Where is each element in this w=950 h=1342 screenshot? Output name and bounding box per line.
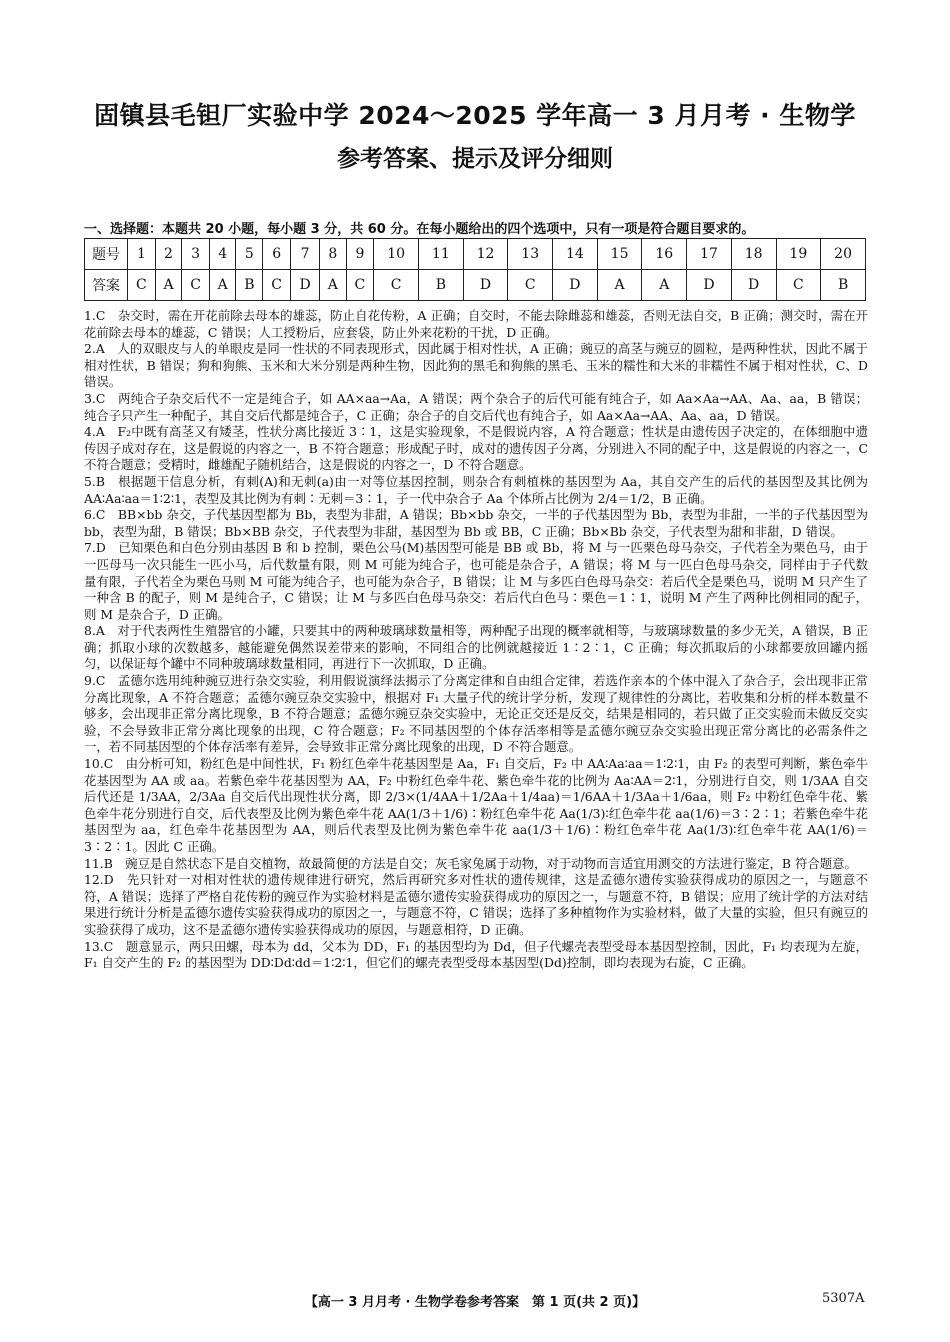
answer-table-answer-row [85,270,866,301]
question-number: 10 [374,239,419,270]
question-number: 20 [821,239,866,270]
question-number: 1 [128,239,156,270]
answer-cell: B [821,270,866,301]
answer-cell: D [731,270,776,301]
answer-cell: D [291,270,320,301]
question-number: 11 [419,239,464,270]
explanation-1: 1.C 杂交时，需在开花前除去母本的雄蕊，防止自花传粉，A 正确；自交时，不能去除雌蕊和雄蕊，否则无法自交，B 正确；测交时，需在开花前除去母本的雄蕊，C 错误；人工授粉后，应套袋，防止外来花粉的干扰，D 正确。 [84,308,868,340]
document-code: 5307A [822,1291,865,1306]
question-number: 8 [320,239,346,270]
question-number: 5 [236,239,263,270]
question-number: 7 [291,239,320,270]
question-number: 2 [155,239,181,270]
row-label: 答案 [85,270,128,301]
answer-cell: A [320,270,346,301]
answer-cell: C [374,270,419,301]
question-number: 19 [776,239,821,270]
answer-cell: D [687,270,732,301]
answer-cell: A [155,270,181,301]
explanation-5: 5.B 根据题干信息分析，有刺(A)和无刺(a)由一对等位基因控制，则杂合有刺植株的基因型为 Aa，其自交产生的后代的基因型及其比例为 AA∶Aa∶aa＝1∶2∶1，表型及其比例为有刺∶无刺＝3∶1，子一代中杂合子 Aa 个体所占比例为 2/4＝1/2，B 正确。 [84,473,868,506]
page-footer: 【高一 3 月月考 · 生物学卷参考答案 第 1 页(共 2 页)】 [304,1295,646,1310]
answer-cell: B [419,270,464,301]
explanation-7: 7.D 已知栗色和白色分别由基因 B 和 b 控制，栗色公马(M)基因型可能是 BB 或 Bb，将 M 与一匹栗色母马杂交，子代若全为栗色马，由于一匹母马一次只能生一匹小马，后代数量有限，则 M 可能为纯合子，也可能是杂合子，A 错误；将 M 与一匹白色母马杂交，同样由于子代数量有限，子代若全为栗色马则 M 可能为纯合子，也可能为杂合子，B 错误；让 M 与多匹白色母马杂交：若后代全是栗色马，说明 M 只产生了一种含 B 的配子，则 M 是纯合子，C 错误；让 M 与多匹白色母马杂交：若后代白色马∶栗色＝1∶1，说明 M 产生了两种比例相同的配子，则 M 是杂合子，D 正确。 [84,540,868,622]
page-subtitle: 参考答案、提示及评分细则 [337,146,613,172]
question-number: 6 [263,239,291,270]
question-number: 15 [597,239,642,270]
explanation-12: 12.D 先只针对一对相对性状的遗传规律进行研究，然后再研究多对性状的遗传规律，这是孟德尔遗传实验获得成功的原因之一，与题意不符，A 错误；选择了严格自花传粉的豌豆作为实验材料是孟德尔遗传实验获得成功的原因之一，与题意不符，B 错误；应用了统计学的方法对结果进行统计分析是孟德尔遗传实验获得成功的原因之一，与题意不符，C 错误；选择了多种植物作为实验材料，做了大量的实验，但只有豌豆的实验获得了成功，这不是孟德尔遗传实验获得成功的原因，与题意相符，D 正确。 [84,872,868,937]
question-number: 12 [463,239,508,270]
question-number: 3 [182,239,210,270]
explanation-10: 10.C 由分析可知，粉红色是中间性状，F₁ 粉红色牵牛花基因型是 Aa，F₁ 自交后，F₂ 中 AA∶Aa∶aa＝1∶2∶1，由 F₂ 的表型可判断，紫色牵牛花基因型为 AA 或 aa。若紫色牵牛花基因型为 AA，F₂ 中粉红色牵牛花、紫色牵牛花的比例为 Aa∶AA＝2∶1，分别进行自交，则 1/3AA 自交后代还是 1/3AA，2/3Aa 自交后代出现性状分离，即 2/3×(1/4AA＋1/2Aa＋1/4aa)＝1/6AA＋1/3Aa＋1/6aa，则 F₂ 中粉红色牵牛花、紫色牵牛花分别进行自交，后代表型及比例为紫色牵牛花 AA(1/3＋1/6)∶粉红色牵牛花 Aa(1/3)∶红色牵牛花 aa(1/6)＝3∶2∶1；若紫色牵牛花基因型为 aa，红色牵牛花基因型为 AA，则后代表型及比例为紫色牵牛花 aa(1/3＋1/6)∶粉红色牵牛花 Aa(1/3)∶红色牵牛花 AA(1/6)＝3∶2∶1。因此 C 正确。 [84,756,868,854]
explanation-6: 6.C BB×bb 杂交，子代基因型都为 Bb，表型为非甜，A 错误；Bb×bb 杂交，一半的子代基因型为 Bb，表型为非甜，一半的子代基因型为 bb，表型为甜，B 错误；Bb×BB 杂交，子代表型为非甜，基因型为 Bb 或 BB，C 正确；Bb×Bb 杂交，子代表型为甜和非甜，D 错误。 [84,507,868,539]
explanations [84,308,868,972]
answer-cell: D [553,270,598,301]
explanation-9: 9.C 孟德尔选用纯种豌豆进行杂交实验，利用假说演绎法揭示了分离定律和自由组合定律，若选作亲本的个体中混入了杂合子，会出现非正常分离比现象，A 不符合题意；孟德尔豌豆杂交实验中，根据对 F₁ 大量子代的统计学分析，发现了规律性的分离比，若收集和分析的样本数量不够多，会出现非正常分离比现象，B 不符合题意；孟德尔豌豆杂交实验中，无论正交还是反交，结果是相同的，若只做了正交实验而未做反交实验，不会导致非正常分离比现象的出现，C 符合题意；F₂ 不同基因型的个体存活率相等是孟德尔豌豆杂交实验出现正常分离比的必需条件之一，若不同基因型的个体存活率有差异，会导致非正常分离比现象的出现，D 不符合题意。 [84,673,868,755]
question-number: 13 [508,239,553,270]
answer-cell: C [346,270,374,301]
page-title: 固镇县毛钽厂实验中学 2024～2025 学年高一 3 月月考 · 生物学 [94,101,856,130]
answer-cell: C [508,270,553,301]
answer-table [84,238,866,301]
section-heading: 一、选择题：本题共 20 小题，每小题 3 分，共 60 分。在每小题给出的四个选项中，只有一项是符合题目要求的。 [84,222,755,237]
answer-cell: C [263,270,291,301]
row-label: 题号 [85,239,128,270]
answer-cell: C [128,270,156,301]
answer-cell: A [210,270,236,301]
answer-cell: A [642,270,687,301]
explanation-4: 4.A F₂中既有高茎又有矮茎，性状分离比接近 3∶1，这是实验现象，不是假说内容，A 符合题意；性状是由遗传因子决定的，在体细胞中遗传因子成对存在，这是假说的内容之一，B 不符合题意；形成配子时，成对的遗传因子分离，分别进入不同的配子中，这是假说的内容之一，C 不符合题意；受精时，雌雄配子随机结合，这是假说的内容之一，D 不符合题意。 [84,424,868,473]
explanation-3: 3.C 两纯合子杂交后代不一定是纯合子，如 AA×aa→Aa，A 错误；两个杂合子的后代可能有纯合子，如 Aa×Aa→AA、Aa、aa，B 错误；纯合子只产生一种配子，其自交后代都是纯合子，C 正确；杂合子的自交后代也有纯合子，如 Aa×Aa→AA、Aa、aa，D 错误。 [84,390,868,423]
answer-cell: D [463,270,508,301]
explanation-13: 13.C 题意显示，两只田螺，母本为 dd，父本为 DD，F₁ 的基因型均为 Dd，但子代螺壳表型受母本基因型控制，因此，F₁ 均表现为左旋，F₁ 自交产生的 F₂ 的基因型为 DD∶Dd∶dd＝1∶2∶1，但它们的螺壳表型受母本基因型(Dd)控制，即均表现为右旋，C 正确。 [84,938,868,971]
question-number: 14 [553,239,598,270]
question-number: 17 [687,239,732,270]
answer-table-number-row [85,239,866,270]
question-number: 9 [346,239,374,270]
question-number: 16 [642,239,687,270]
question-number: 18 [731,239,776,270]
question-number: 4 [210,239,236,270]
explanation-11: 11.B 豌豆是自然状态下是自交植物，故最简便的方法是自交；灰毛家兔属于动物，对于动物而言适宜用测交的方法进行鉴定，B 符合题意。 [84,855,857,871]
answer-cell: A [597,270,642,301]
answer-cell: B [236,270,263,301]
explanation-2: 2.A 人的双眼皮与人的单眼皮是同一性状的不同表现形式，因此属于相对性状，A 正确；豌豆的高茎与豌豆的圆粒，是两种性状，因此不属于相对性状，B 错误；狗和狗熊、玉米和大米分别是两种生物，因此狗的黑毛和狗熊的黑毛、玉米的糯性和大米的非糯性不属于相对性状，C、D 错误。 [84,341,868,390]
answer-cell: C [182,270,210,301]
explanation-8: 8.A 对于代表两性生殖器官的小罐，只要其中的两种玻璃球数量相等，两种配子出现的概率就相等，与玻璃球数量的多少无关，A 错误，B 正确；抓取小球的次数越多，越能避免偶然误差带来的影响，不同组合的比例就越接近 1∶2∶1，C 正确；每次抓取后的小球都要放回罐内摇匀，以保证每个罐中不同种玻璃球数量相同，再进行下一次抓取，D 正确。 [84,623,868,672]
answer-cell: C [776,270,821,301]
